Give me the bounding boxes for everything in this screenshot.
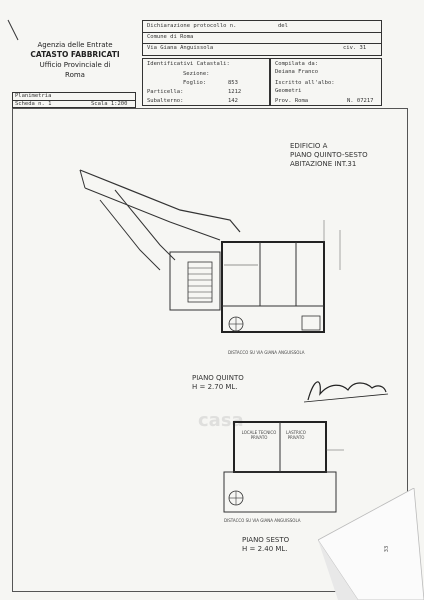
foglio-value: 853	[228, 80, 238, 86]
particella-label: Particella:	[147, 89, 184, 95]
ufficio-label: Ufficio Provinciale di	[39, 61, 111, 69]
prov-label: Prov. Roma	[275, 98, 309, 104]
ufficio-city: Roma	[65, 71, 85, 79]
piano-sesto-label: PIANO SESTO	[242, 536, 290, 544]
compiler-name: Deiana Franco	[275, 69, 319, 75]
folded-corner	[318, 488, 424, 600]
subalterno-value: 142	[228, 98, 238, 104]
piano-sesto-block	[242, 536, 289, 554]
subalterno-label: Subalterno:	[147, 98, 184, 104]
piano-quinto-height: H = 2.70 ML.	[192, 383, 238, 391]
civ-label: civ. 31	[343, 45, 367, 51]
agency-name: Agenzia delle Entrate	[37, 41, 113, 49]
particella-value: 1212	[228, 89, 242, 95]
compiled-box	[270, 58, 382, 106]
signature	[300, 372, 390, 408]
agency-block	[20, 40, 130, 80]
albo-value: Geometri	[275, 88, 302, 94]
identifiers-box	[142, 58, 270, 106]
foglio-label: Foglio:	[183, 80, 207, 86]
scheda-label: Scheda n. 1	[15, 101, 52, 107]
watermark-text: casa	[198, 410, 244, 431]
distacco-label-2: DISTACCO SU VIA GIANA ANGUISSOLA	[224, 518, 301, 523]
catasto-title: CATASTO FABBRICATI	[30, 50, 120, 59]
piano-sesto-height: H = 2.40 ML.	[242, 545, 288, 553]
unit-label: ABITAZIONE INT.31	[290, 160, 357, 168]
sezione-label: Sezione:	[183, 71, 210, 77]
floors-label: PIANO QUINTO-SESTO	[290, 151, 368, 159]
distacco-label-1: DISTACCO SU VIA GIANA ANGUISSOLA	[228, 350, 305, 355]
protocol-label: Dichiarazione protocollo n.	[147, 23, 237, 29]
lastrico-label: LASTRICO PRIVATO	[286, 430, 306, 440]
via-label: Via Giana Anguissola	[147, 45, 214, 51]
piano-quinto-block	[192, 374, 244, 392]
declaration-box	[142, 20, 382, 56]
iscritto-label: Iscritto all'albo:	[275, 80, 335, 86]
fifth-floor-plan	[60, 160, 350, 360]
planimetria-label: Planimetria	[15, 93, 52, 99]
locale-label: LOCALE TECNICO PRIVATO	[241, 430, 277, 440]
building-label: EDIFICIO A	[290, 142, 328, 150]
scala-label: Scala 1:200	[91, 101, 128, 107]
compiled-label: Compilata da:	[275, 61, 319, 67]
piano-quinto-label: PIANO QUINTO	[192, 374, 244, 382]
sheet-box	[12, 92, 136, 108]
register-number: N. 07217	[347, 98, 374, 104]
del-label: del	[278, 23, 288, 29]
corner-number: 33	[384, 545, 391, 553]
identifiers-title: Identificativi Catastali:	[147, 61, 230, 67]
comune-label: Comune di Roma	[147, 34, 194, 40]
